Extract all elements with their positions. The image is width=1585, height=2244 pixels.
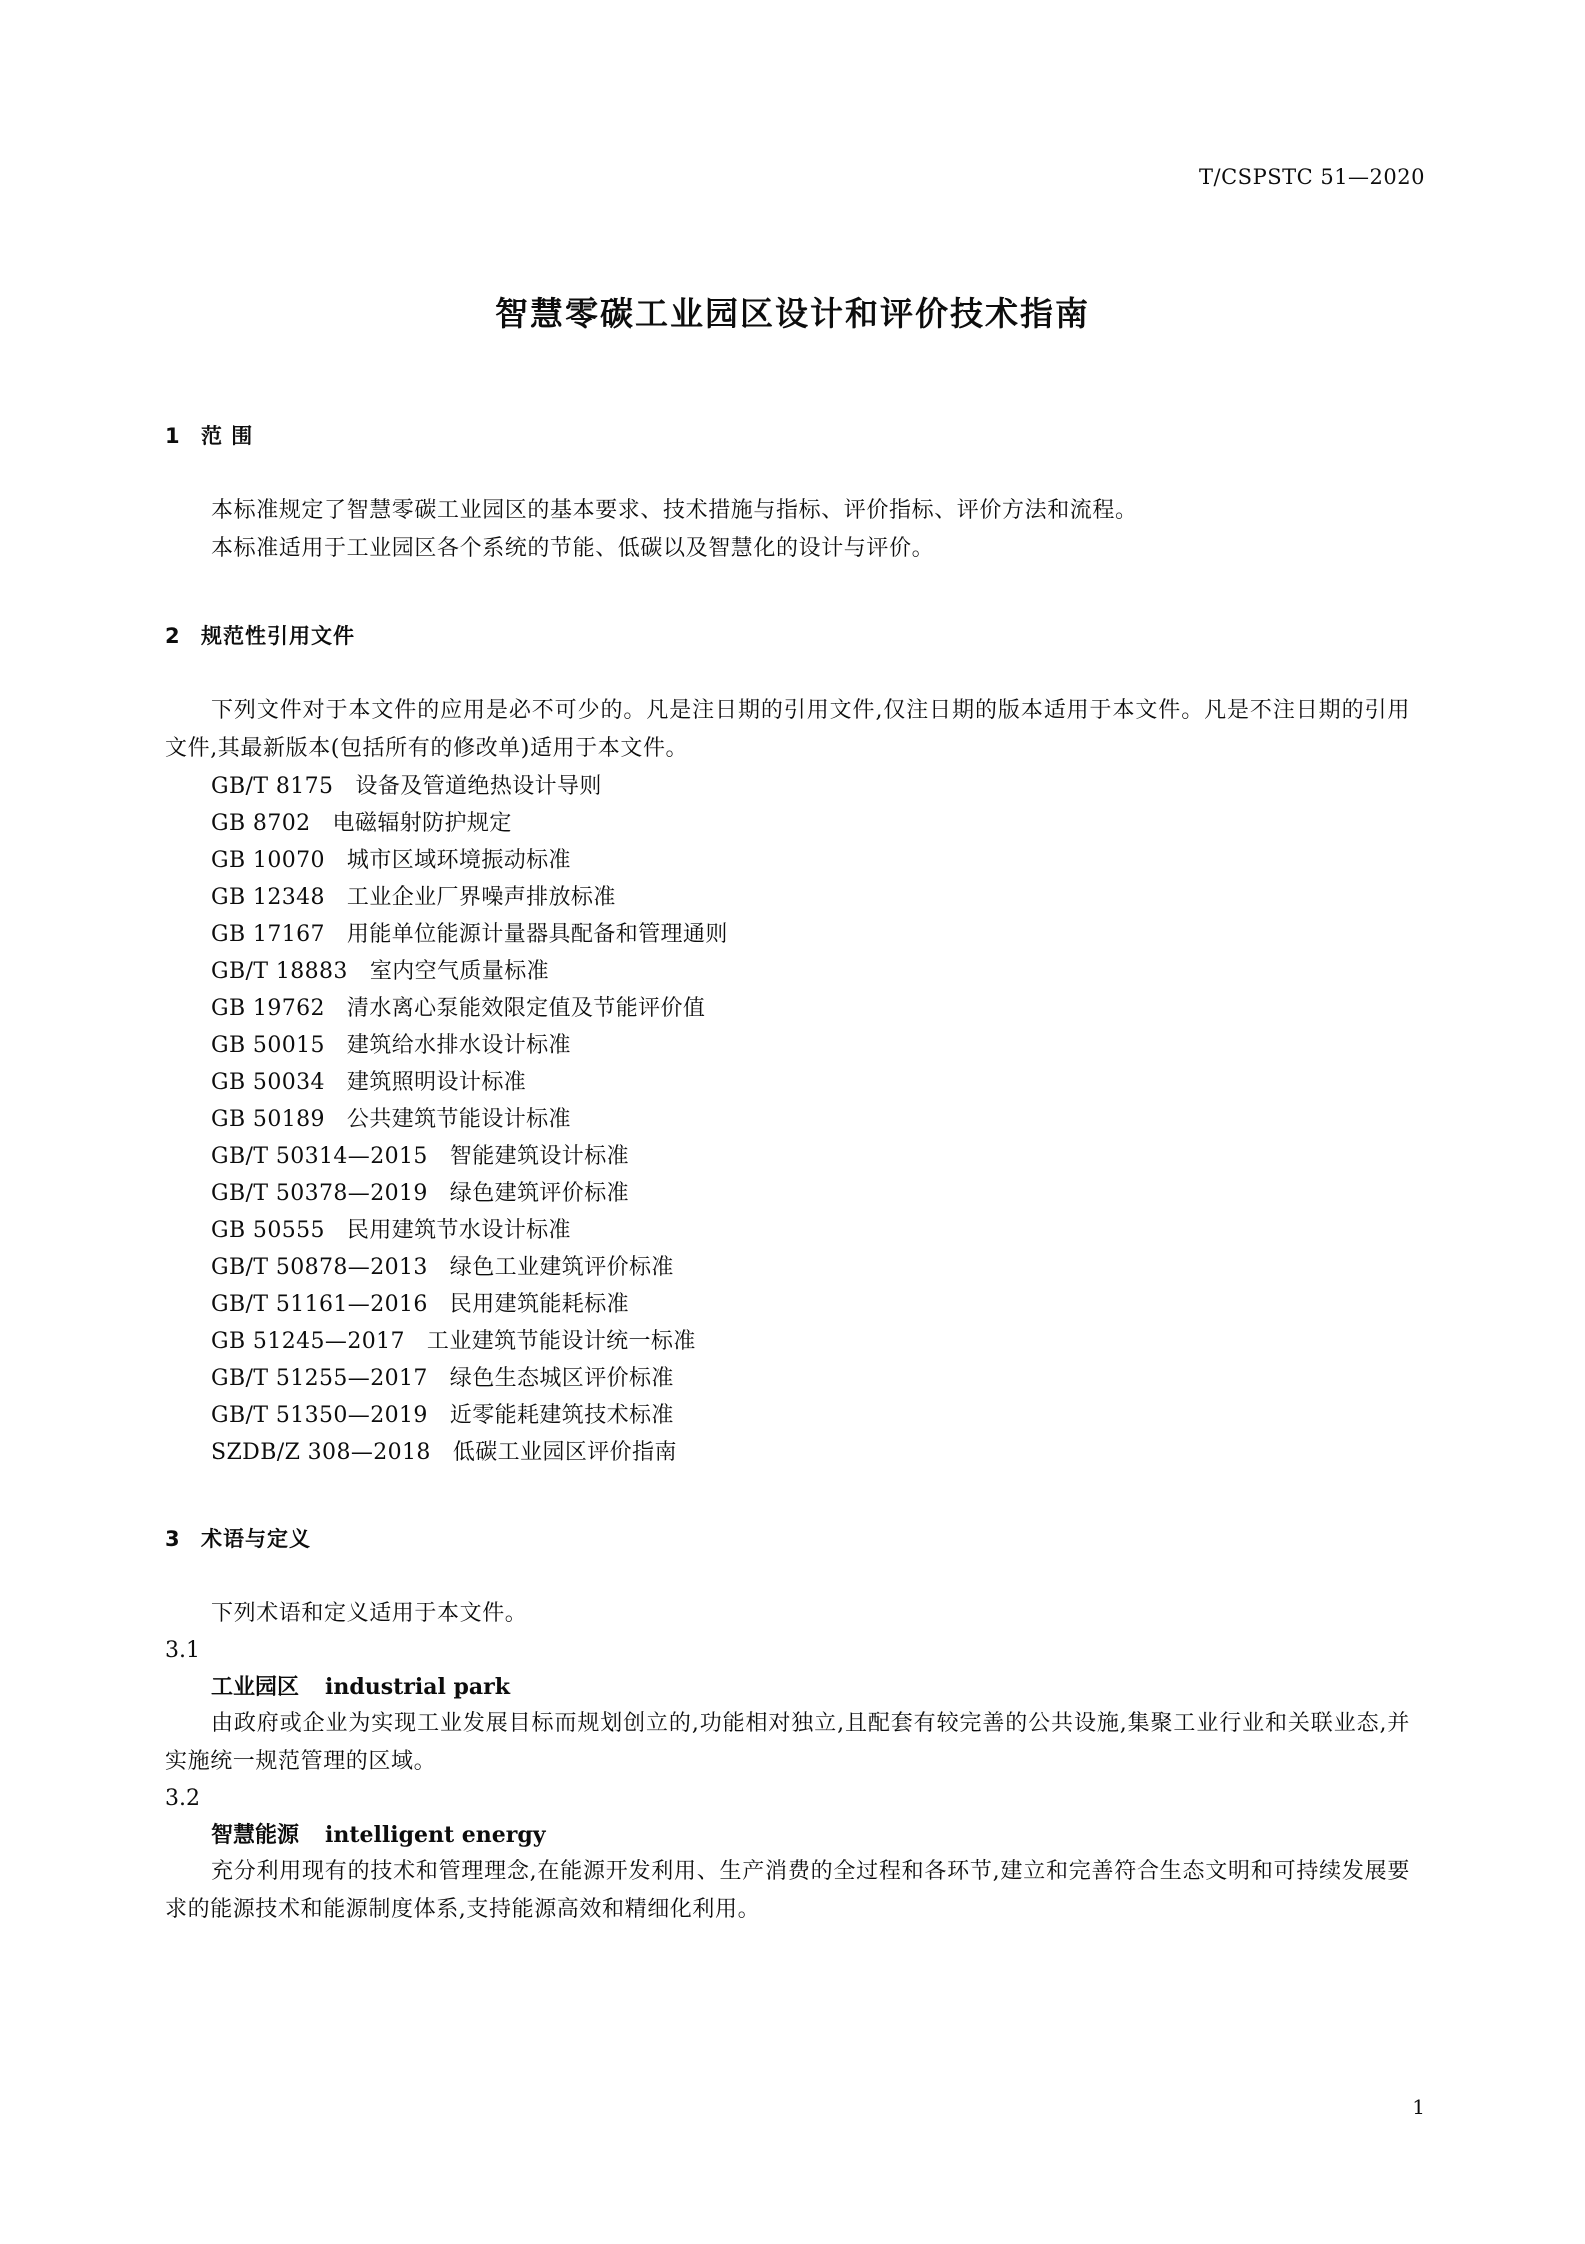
reference-code: GB/T 18883 <box>211 959 348 984</box>
reference-code: GB/T 50878—2013 <box>211 1255 428 1280</box>
reference-name: 建筑照明设计标准 <box>346 1070 527 1095</box>
reference-code: GB/T 51255—2017 <box>211 1366 428 1391</box>
list-item <box>165 1064 1410 1101</box>
reference-name: 绿色建筑评价标准 <box>449 1181 629 1206</box>
term-en-3-1: industrial park <box>325 1674 510 1700</box>
reference-name: 智能建筑设计标准 <box>449 1144 629 1169</box>
list-item <box>165 990 1410 1027</box>
normative-references-list <box>165 768 1410 1471</box>
list-item <box>165 953 1410 990</box>
reference-name: 工业企业厂界噪声排放标准 <box>346 885 616 910</box>
page-number: 1 <box>1412 2095 1425 2119</box>
section-1-paragraph-2: 本标准适用于工业园区各个系统的节能、低碳以及智慧化的设计与评价。 <box>211 536 935 561</box>
reference-code: GB 50015 <box>211 1033 325 1058</box>
list-item <box>165 768 1410 805</box>
section-number-2: 2 <box>165 624 181 648</box>
section-title-1: 范 围 <box>201 424 254 448</box>
list-item <box>165 916 1410 953</box>
section-number-1: 1 <box>165 424 181 448</box>
reference-code: GB/T 50378—2019 <box>211 1181 428 1206</box>
list-item <box>165 1212 1410 1249</box>
reference-code: GB 12348 <box>211 885 325 910</box>
list-item <box>165 1323 1410 1360</box>
term-heading-3-1 <box>165 1669 1410 1705</box>
list-item <box>165 1249 1410 1286</box>
reference-name: 用能单位能源计量器具配备和管理通则 <box>346 922 728 947</box>
reference-name: 工业建筑节能设计统一标准 <box>426 1329 696 1354</box>
reference-name: 城市区域环境振动标准 <box>346 848 571 873</box>
term-zh-3-2: 智慧能源 <box>211 1822 300 1848</box>
term-en-3-2: intelligent energy <box>325 1822 546 1848</box>
section-title-3: 术语与定义 <box>201 1527 311 1551</box>
reference-code: GB/T 51350—2019 <box>211 1403 428 1428</box>
reference-name: 电磁辐射防护规定 <box>332 811 512 836</box>
list-item <box>165 1101 1410 1138</box>
list-item <box>165 879 1410 916</box>
section-1-paragraph-1: 本标准规定了智慧零碳工业园区的基本要求、技术措施与指标、评价指标、评价方法和流程。 <box>211 498 1138 523</box>
section-heading-1 <box>165 420 1410 450</box>
list-item <box>165 1175 1410 1212</box>
reference-code: GB 50189 <box>211 1107 325 1132</box>
term-heading-3-2 <box>165 1817 1410 1853</box>
reference-code: GB 19762 <box>211 996 325 1021</box>
term-definition-3-2: 充分利用现有的技术和管理理念,在能源开发利用、生产消费的全过程和各环节,建立和完善符合生态文明和可持续发展要求的能源技术和能源制度体系,支持能源高效和精细化利用。 <box>165 1859 1410 1922</box>
term-definition-3-1: 由政府或企业为实现工业发展目标而规划创立的,功能相对独立,且配套有较完善的公共设施,集聚工业行业和关联业态,并实施统一规范管理的区域。 <box>165 1711 1410 1774</box>
term-zh-3-1: 工业园区 <box>211 1674 300 1700</box>
reference-code: GB 8702 <box>211 811 311 836</box>
reference-code: GB 50034 <box>211 1070 325 1095</box>
list-item <box>165 1434 1410 1471</box>
reference-code: SZDB/Z 308—2018 <box>211 1440 431 1465</box>
reference-name: 低碳工业园区评价指南 <box>452 1440 677 1465</box>
reference-name: 设备及管道绝热设计导则 <box>355 774 602 799</box>
term-number-3-1: 3.1 <box>165 1638 200 1663</box>
reference-name: 近零能耗建筑技术标准 <box>449 1403 674 1428</box>
list-item <box>165 1286 1410 1323</box>
list-item <box>165 842 1410 879</box>
reference-name: 公共建筑节能设计标准 <box>346 1107 571 1132</box>
standard-code-header: T/CSPSTC 51—2020 <box>1199 165 1425 189</box>
list-item <box>165 1360 1410 1397</box>
section-heading-3 <box>165 1523 1410 1553</box>
section-3-paragraph-1: 下列术语和定义适用于本文件。 <box>211 1601 528 1626</box>
list-item <box>165 1138 1410 1175</box>
list-item <box>165 805 1410 842</box>
list-item <box>165 1027 1410 1064</box>
reference-name: 民用建筑能耗标准 <box>449 1292 629 1317</box>
reference-name: 绿色生态城区评价标准 <box>449 1366 674 1391</box>
document-body <box>165 420 1410 1929</box>
reference-name: 建筑给水排水设计标准 <box>346 1033 571 1058</box>
reference-code: GB/T 8175 <box>211 774 334 799</box>
reference-code: GB/T 50314—2015 <box>211 1144 428 1169</box>
reference-name: 室内空气质量标准 <box>369 959 550 984</box>
section-2-paragraph-1: 下列文件对于本文件的应用是必不可少的。凡是注日期的引用文件,仅注日期的版本适用于本文件。凡是不注日期的引用文件,其最新版本(包括所有的修改单)适用于本文件。 <box>165 698 1410 761</box>
list-item <box>165 1397 1410 1434</box>
section-heading-2 <box>165 620 1410 650</box>
reference-code: GB 17167 <box>211 922 325 947</box>
reference-name: 民用建筑节水设计标准 <box>346 1218 571 1243</box>
reference-code: GB/T 51161—2016 <box>211 1292 428 1317</box>
document-title: 智慧零碳工业园区设计和评价技术指南 <box>495 294 1090 333</box>
reference-name: 绿色工业建筑评价标准 <box>449 1255 674 1280</box>
section-number-3: 3 <box>165 1527 181 1551</box>
reference-code: GB 51245—2017 <box>211 1329 405 1354</box>
reference-code: GB 50555 <box>211 1218 325 1243</box>
term-number-3-2: 3.2 <box>165 1786 200 1811</box>
reference-code: GB 10070 <box>211 848 325 873</box>
reference-name: 清水离心泵能效限定值及节能评价值 <box>346 996 706 1021</box>
section-title-2: 规范性引用文件 <box>201 624 355 648</box>
